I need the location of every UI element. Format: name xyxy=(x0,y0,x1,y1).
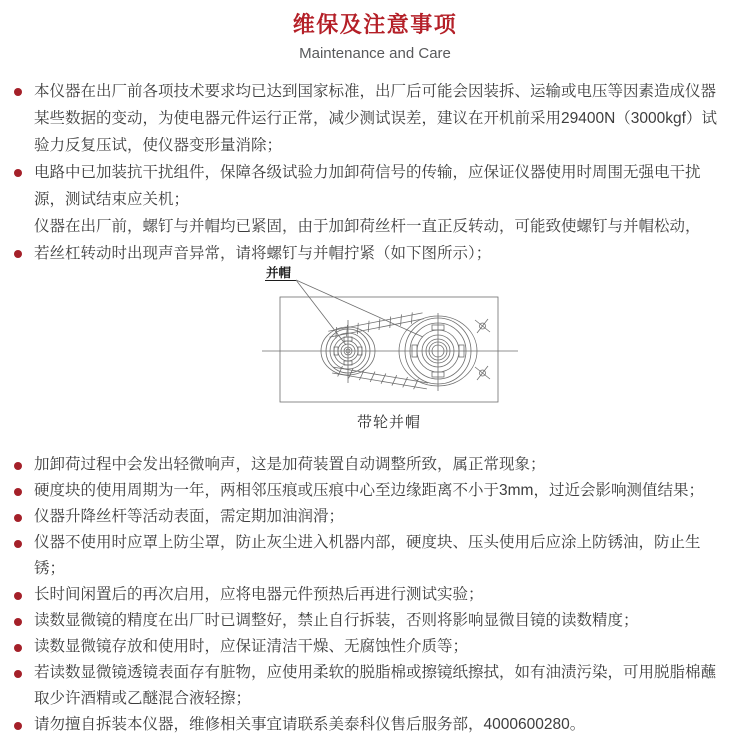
list-item-text: 若丝杠转动时出现声音异常，请将螺钉与并帽拧紧（如下图所示）； xyxy=(34,245,492,262)
list-item-text: 硬度块的使用周期为一年，两相邻压痕或压痕中心至边缘距离不小于3mm，过近会影响测值结果； xyxy=(34,482,704,499)
list-item-text: 若读数显微镜透镜表面存有脏物，应使用柔软的脱脂棉或擦镜纸擦拭，如有油渍污染，可用脱脂棉蘸取少许酒精或乙醚混合液轻擦； xyxy=(34,664,717,707)
list-item-text: 请勿擅自拆装本仪器，维修相关事宜请联系美泰科仪售后服务部，4000600280。 xyxy=(34,716,586,733)
list-item xyxy=(10,712,730,738)
list-bullet-icon xyxy=(14,514,22,522)
belt-top xyxy=(328,310,424,339)
diagram-label: 并帽 xyxy=(266,266,292,280)
list-item xyxy=(10,504,730,530)
list-item xyxy=(10,78,730,159)
list-item-text: 电路中已加装抗干扰组件，保障各级试验力加卸荷信号的传输，应保证仪器使用时周围无强电干扰源，测试结束应关机； xyxy=(34,164,701,208)
list-item-text: 仪器在出厂前，螺钉与并帽均已紧固，由于加卸荷丝杆一直正反转动，可能致使螺钉与并帽松动， xyxy=(34,218,701,235)
pulley-diagram-figure xyxy=(0,261,750,433)
notice-list-bottom xyxy=(0,452,750,738)
position-mark-bottom xyxy=(475,366,490,380)
list-bullet-icon xyxy=(14,250,22,258)
page-subtitle: Maintenance and Care xyxy=(299,45,451,62)
list-bullet-icon xyxy=(14,488,22,496)
list-item xyxy=(10,608,730,634)
pulley-diagram xyxy=(250,261,530,433)
list-item xyxy=(10,452,730,478)
list-item-text: 读数显微镜的精度在出厂时已调整好，禁止自行拆装，否则将影响显微目镜的读数精度； xyxy=(34,612,639,629)
list-bullet-icon xyxy=(14,540,22,548)
diagram-caption: 带轮并帽 xyxy=(356,414,422,431)
pulley-right xyxy=(399,313,477,391)
list-bullet-icon xyxy=(14,169,22,177)
list-bullet-icon xyxy=(14,722,22,730)
page-header xyxy=(0,0,750,63)
list-item xyxy=(10,478,730,504)
leader-lines xyxy=(296,280,423,345)
list-bullet-icon xyxy=(14,670,22,678)
list-bullet-icon xyxy=(14,462,22,470)
position-mark-top xyxy=(475,319,490,333)
list-item-text: 加卸荷过程中会发出轻微响声，这是加荷装置自动调整所致，属正常现象； xyxy=(34,456,546,473)
list-item xyxy=(10,159,730,213)
list-item xyxy=(10,530,730,582)
list-item xyxy=(10,634,730,660)
page-title: 维保及注意事项 xyxy=(292,12,458,37)
list-item xyxy=(10,660,730,712)
list-item-text: 长时间闲置后的再次启用，应将电器元件预热后再进行测试实验； xyxy=(34,586,484,603)
list-item-text: 读数显微镜存放和使用时，应保证清洁干燥、无腐蚀性介质等； xyxy=(34,638,469,655)
list-bullet-icon xyxy=(14,88,22,96)
list-item-text: 本仪器在出厂前各项技术要求均已达到国家标准，出厂后可能会因装拆、运输或电压等因素造成仪器某些数据的变动，为使电器元件运行正常，减少测试误差，建议在开机前采用29400N（3000kgf）试验力反复压试，使仪器变形量消除； xyxy=(34,83,717,154)
list-item-text: 仪器不使用时应罩上防尘罩，防止灰尘进入机器内部，硬度块、压头使用后应涂上防锈油，防止生锈； xyxy=(34,534,701,577)
list-bullet-icon xyxy=(14,644,22,652)
list-bullet-icon xyxy=(14,618,22,626)
list-bullet-icon xyxy=(14,592,22,600)
notice-list-top xyxy=(0,78,750,267)
list-item xyxy=(10,582,730,608)
list-item-text: 仪器升降丝杆等活动表面，需定期加油润滑； xyxy=(34,508,345,525)
list-item xyxy=(10,213,730,240)
diagram-frame xyxy=(280,297,498,402)
